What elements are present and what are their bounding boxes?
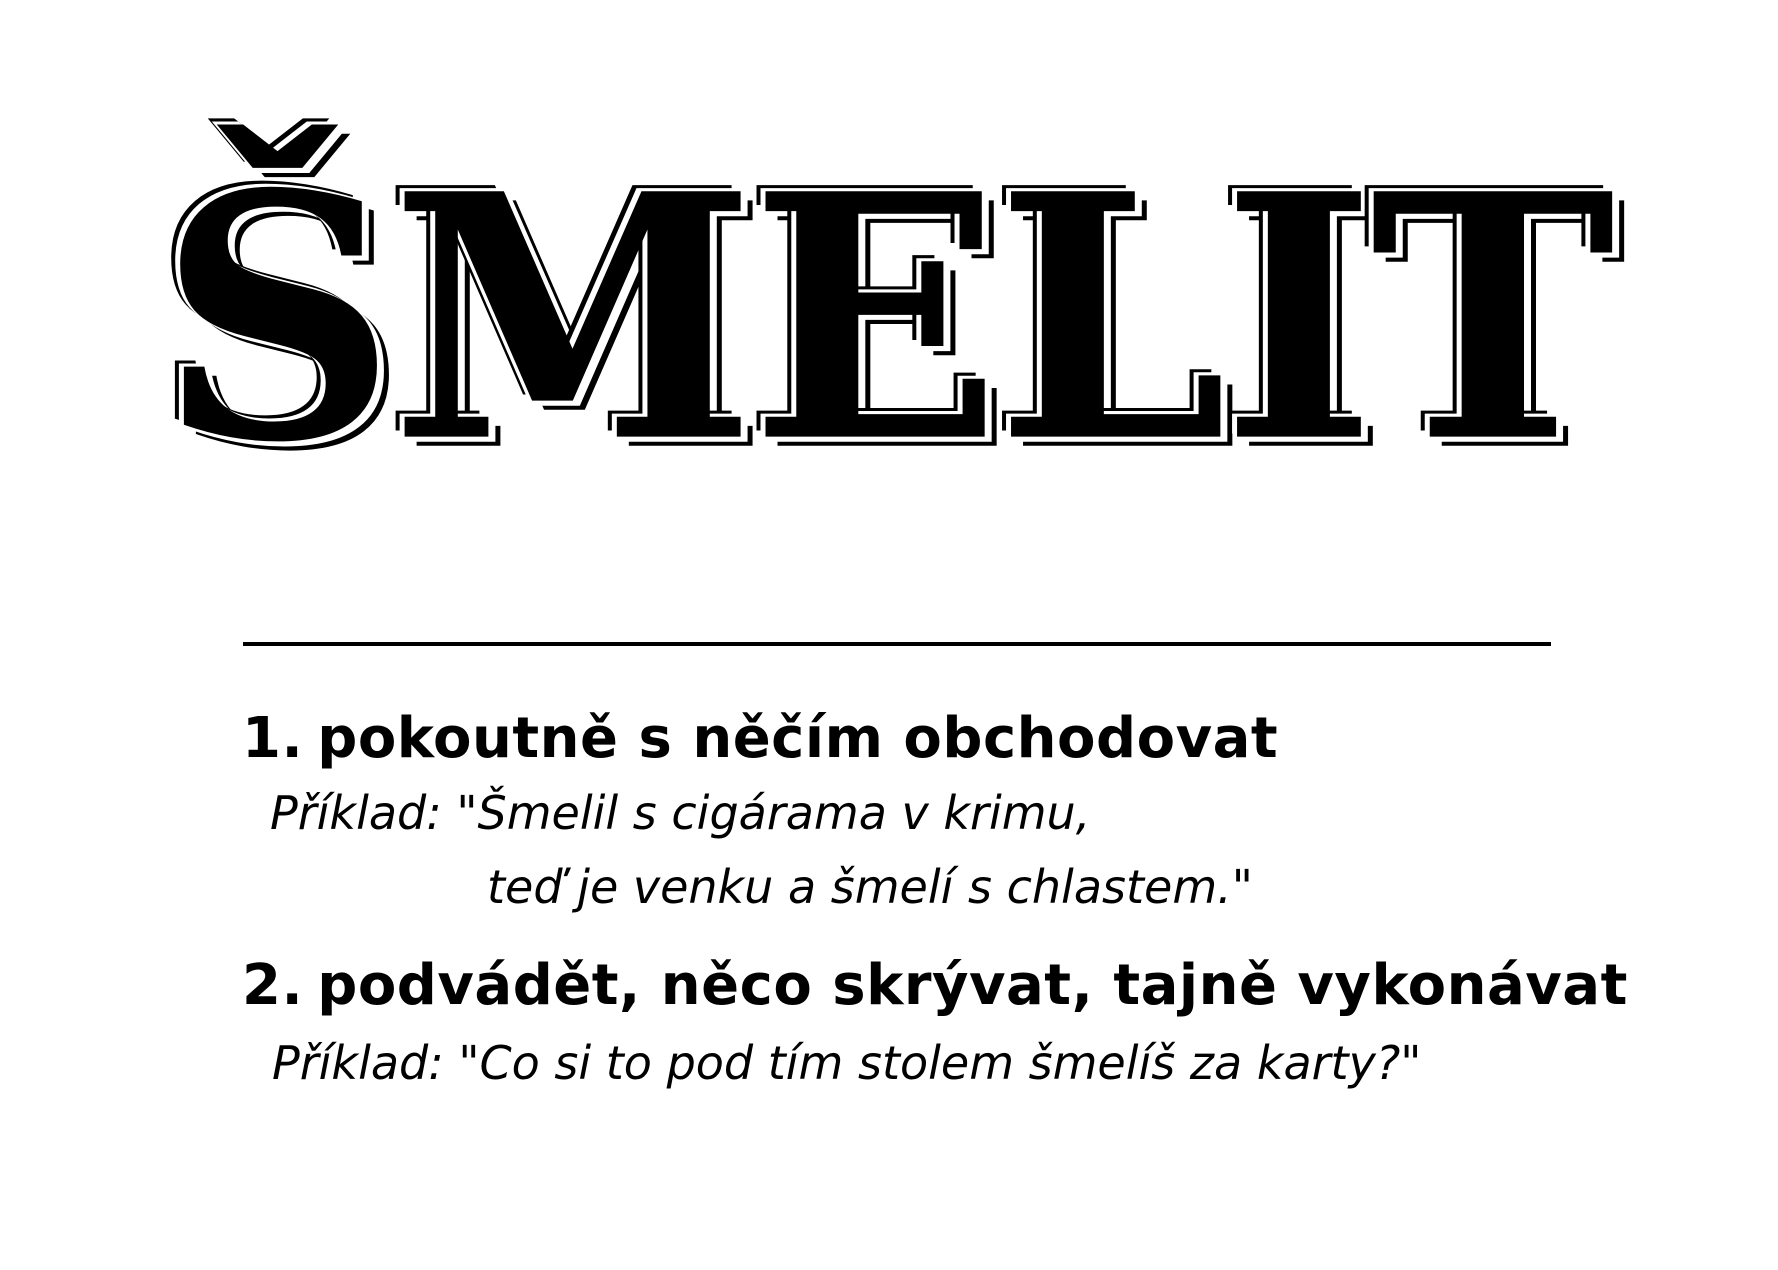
definition-1	[242, 706, 1279, 771]
definition-1-example-line-1: Příklad: "Šmelil s cigárama v krimu,	[270, 786, 1091, 840]
definition-2-example-line-1: Příklad: "Co si to pod tím stolem šmelíš za karty?"	[272, 1036, 1422, 1090]
definition-2	[242, 953, 1628, 1018]
headword-container	[0, 120, 1778, 550]
headword-title: ŠMELIT	[158, 120, 1610, 517]
definition-2-number: 2.	[242, 953, 304, 1018]
definition-1-number: 1.	[242, 706, 304, 771]
definition-1-example-line-2: teď je venku a šmelí s chlastem."	[487, 860, 1253, 914]
definition-2-text: podvádět, něco skrývat, tajně vykonávat	[317, 953, 1628, 1018]
divider-line	[243, 642, 1551, 646]
definition-1-text: pokoutně s něčím obchodovat	[317, 706, 1279, 771]
